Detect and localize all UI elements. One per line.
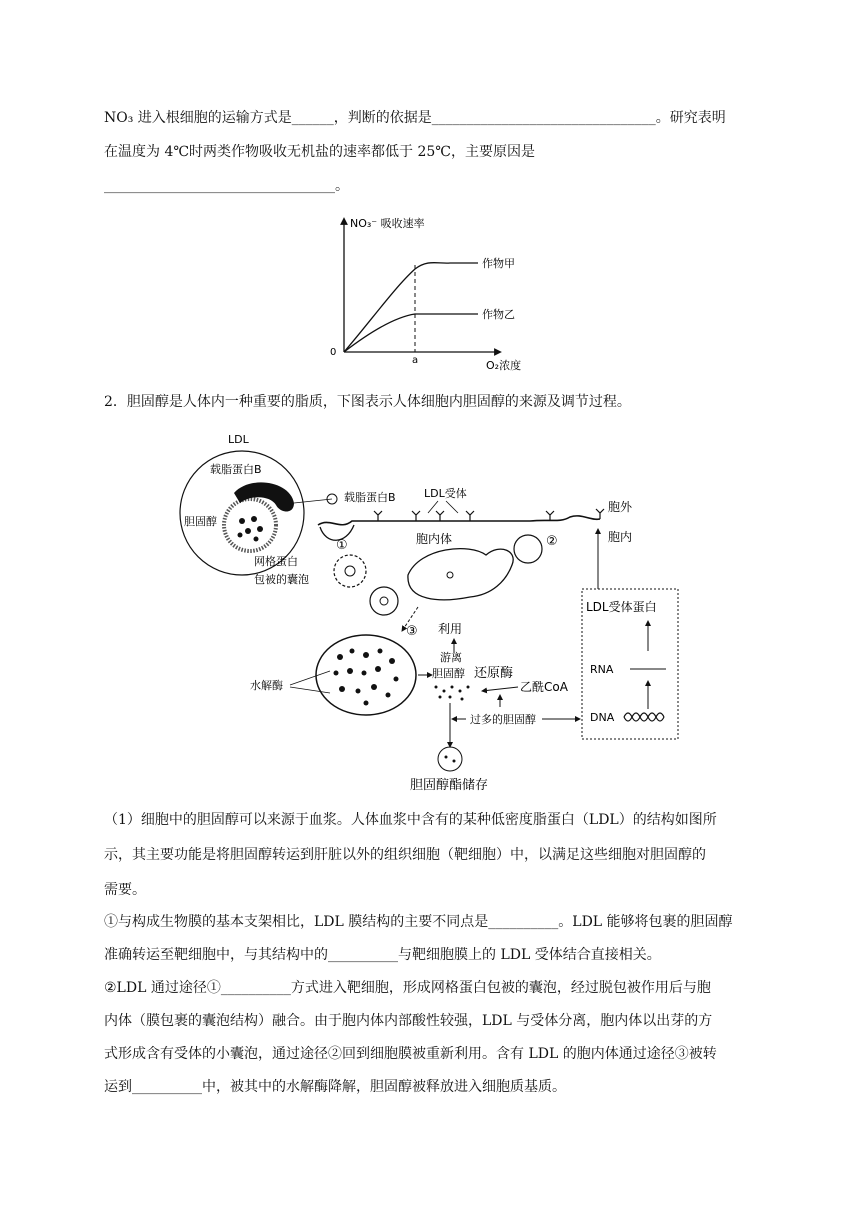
cholesterol-regulation-diagram xyxy=(170,425,690,795)
reductase-label: 还原酶 xyxy=(474,666,514,681)
rna-label: RNA xyxy=(590,663,614,676)
coated-vesicle xyxy=(334,555,366,587)
text-line: （1）细胞中的胆固醇可以来源于血浆。人体血浆中含有的某种低密度脂蛋白（LDL）的结构如图所 xyxy=(104,812,717,828)
text-line: 式形成含有受体的小囊泡，通过途径②回到细胞膜被重新利用。含有 LDL 的胞内体通过途径③被转 xyxy=(104,1046,717,1062)
apoB-inner-label: 载脂蛋白B xyxy=(210,463,262,476)
question-2-title: 2．胆固醇是人体内一种重要的脂质，下图表示人体细胞内胆固醇的来源及调节过程。 xyxy=(104,394,631,410)
path-3-label: ③ xyxy=(406,624,418,639)
excess-cholesterol-label: 过多的胆固醇 xyxy=(470,713,536,726)
apoB-outer-label: 载脂蛋白B xyxy=(344,491,396,504)
dna-label: DNA xyxy=(590,711,615,724)
receptor-protein-label: LDL受体蛋白 xyxy=(586,600,657,614)
text-line: _________________________________。 xyxy=(104,178,349,194)
ldl-receptors xyxy=(374,509,604,521)
tick-a-label: a xyxy=(412,355,419,366)
text-line: 在温度为 4℃时两类作物吸收无机盐的速率都低于 25℃，主要原因是 xyxy=(104,144,535,160)
clathrin-label: 网格蛋白 xyxy=(254,555,298,568)
use-label: 利用 xyxy=(438,622,463,636)
text-line: ②LDL 通过途径①__________方式进入靶细胞，形成网格蛋白包被的囊泡，经过脱包被作用后与胞 xyxy=(104,980,711,996)
acetyl-coa-label: 乙酰CoA xyxy=(520,680,568,694)
series-line-yi xyxy=(344,314,478,352)
origin-label: 0 xyxy=(330,347,337,358)
outside-label: 胞外 xyxy=(608,500,633,514)
free-label: 游离 xyxy=(440,651,462,664)
text-line: 内体（膜包裹的囊泡结构）融合。由于胞内体内部酸性较强，LDL 与受体分离，胞内体以出芽的方 xyxy=(104,1013,713,1029)
ldl-receptor-label: LDL受体 xyxy=(424,487,467,500)
ldl-label: LDL xyxy=(228,433,249,446)
text-line: 示，其主要功能是将胆固醇转运到肝脏以外的组织细胞（靶细胞）中，以满足这些细胞对胆固醇的 xyxy=(104,847,706,863)
endosome xyxy=(408,549,513,600)
text-line: NO₃ 进入根细胞的运输方式是______，判断的依据是________________________________。研究表明 xyxy=(104,110,726,126)
cholesterol-inner-label: 胆固醇 xyxy=(184,515,217,528)
free-cholesterol-label: 胆固醇 xyxy=(432,667,465,680)
inside-label: 胞内 xyxy=(608,530,633,544)
recycling-vesicle xyxy=(514,535,542,563)
series-label-jia: 作物甲 xyxy=(482,257,515,270)
vesicle-label: 包被的囊泡 xyxy=(254,573,309,586)
text-line: 准确转运至靶细胞中，与其结构中的__________与靶细胞膜上的 LDL 受体结合直接相关。 xyxy=(104,947,661,963)
text-line: 运到__________中，被其中的水解酶降解，胆固醇被释放进入细胞质基质。 xyxy=(104,1079,566,1095)
x-axis-label: O₂浓度 xyxy=(486,359,522,372)
text-line: ①与构成生物膜的基本支架相比，LDL 膜结构的主要不同点是__________。LDL 能够将包裹的胆固醇 xyxy=(104,914,733,930)
uptake-rate-chart xyxy=(300,207,540,375)
free-cholesterol-dots xyxy=(435,686,470,701)
series-label-yi: 作物乙 xyxy=(482,308,515,321)
ldl-structure xyxy=(180,433,332,575)
path-2-label: ② xyxy=(546,534,558,549)
storage-label: 胆固醇酯储存 xyxy=(410,778,489,793)
storage-droplet xyxy=(438,747,462,771)
endosome-label: 胞内体 xyxy=(416,532,453,546)
path-1-label: ① xyxy=(336,538,348,553)
y-axis-label: NO₃⁻ 吸收速率 xyxy=(350,217,425,230)
cell-membrane xyxy=(318,516,600,525)
hydrolase-label: 水解酶 xyxy=(250,679,283,692)
series-line-jia xyxy=(344,263,478,352)
text-line: 需要。 xyxy=(104,882,146,898)
